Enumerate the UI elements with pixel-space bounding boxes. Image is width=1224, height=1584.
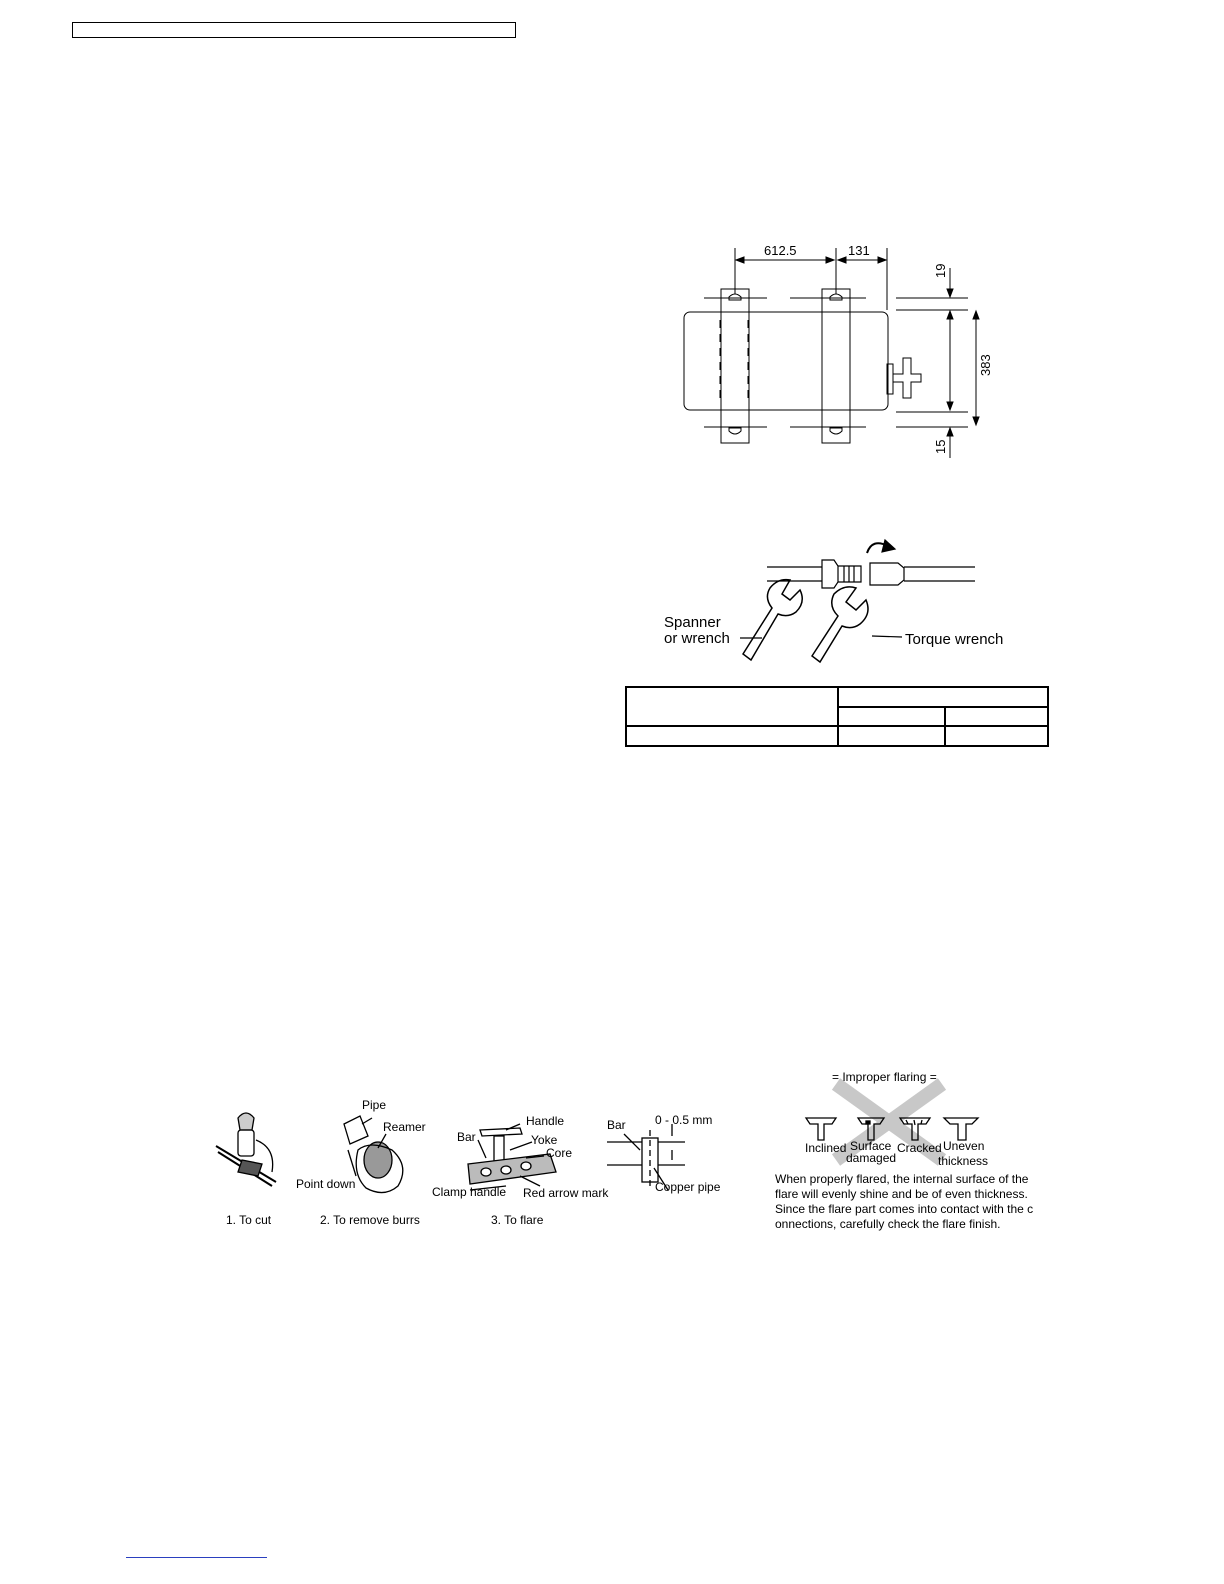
type-uneven-2: thickness [938,1154,989,1168]
label-bar-detail: Bar [607,1118,626,1132]
label-bar: Bar [457,1130,476,1144]
dim-bottom-offset: 15 [933,439,948,454]
label-copper-pipe: Copper pipe [655,1180,721,1194]
step-to-flare: 3. To flare [491,1213,544,1227]
type-cracked: Cracked [897,1141,942,1155]
label-red-arrow-mark: Red arrow mark [523,1186,609,1200]
dim-depth: 383 [978,354,993,376]
step-to-cut: 1. To cut [226,1213,272,1227]
improper-flaring-title: = Improper flaring = [832,1070,937,1084]
label-core: Core [546,1146,573,1160]
note-line: When properly flared, the internal surface of the [775,1172,1029,1186]
note-line: onnections, carefully check the flare finish. [775,1217,1001,1231]
type-surface-1: Surface [850,1139,892,1153]
label-reamer: Reamer [383,1120,426,1134]
type-surface-2: damaged [846,1151,897,1165]
footer-link-underline[interactable] [126,1557,267,1558]
label-yoke: Yoke [531,1133,558,1147]
dim-width-b: 131 [848,243,870,258]
note-line: Since the flare part comes into contact with the c [775,1202,1034,1216]
label-pipe: Pipe [362,1098,387,1112]
step-remove-burrs: 2. To remove burrs [320,1213,420,1227]
spanner-label-2: or wrench [664,630,730,647]
spanner-label-1: Spanner [664,614,721,631]
label-handle: Handle [526,1114,565,1128]
label-gap: 0 - 0.5 mm [655,1113,713,1127]
note-line: flare will evenly shine and be of even thickness. [775,1187,1028,1201]
dim-width-a: 612.5 [764,243,797,258]
type-inclined: Inclined [805,1141,847,1155]
type-uneven-1: Uneven [943,1139,985,1153]
label-point-down: Point down [296,1177,356,1191]
dim-top-offset: 19 [933,263,948,278]
label-clamp-handle: Clamp handle [432,1185,507,1199]
torque-wrench-label: Torque wrench [905,631,1004,648]
